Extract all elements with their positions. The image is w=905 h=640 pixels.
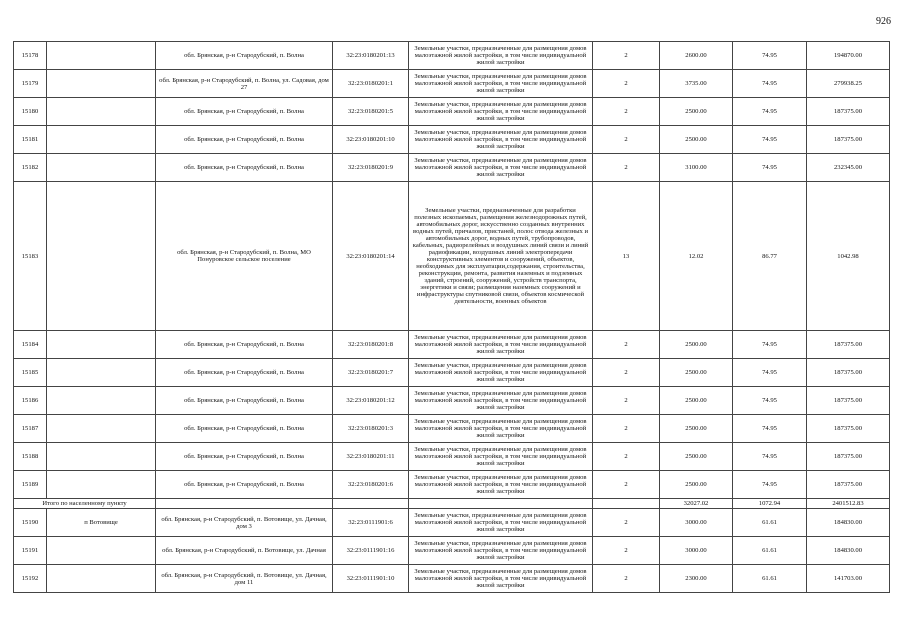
cadastral-value: 187375.00 — [807, 126, 890, 154]
cadastral-number: 32:23:0180201:14 — [333, 182, 409, 331]
land-use-description: Земельные участки, предназначенные для размещения домов малоэтажной жилой застройки, в том числе индивидуальной жилой застройки — [409, 70, 593, 98]
table-row — [14, 126, 890, 154]
address-cell: обл. Брянская, р-н Стародубский, п. Волна — [156, 359, 333, 387]
cadastral-value: 187375.00 — [807, 387, 890, 415]
rate-cell: 74.95 — [733, 42, 807, 70]
rate-cell: 86.77 — [733, 182, 807, 331]
total-rate: 1072.94 — [733, 499, 807, 509]
cadastral-value: 141703.00 — [807, 565, 890, 593]
cadastral-number: 32:23:0180201:10 — [333, 126, 409, 154]
cadastral-number: 32:23:0111901:10 — [333, 565, 409, 593]
use-group: 2 — [593, 509, 660, 537]
land-use-description: Земельные участки, предназначенные для размещения домов малоэтажной жилой застройки, в том числе индивидуальной жилой застройки — [409, 359, 593, 387]
total-value: 2401512.83 — [807, 499, 890, 509]
use-group: 2 — [593, 443, 660, 471]
area-cell: 2500.00 — [660, 443, 733, 471]
cadastral-value: 194870.00 — [807, 42, 890, 70]
cadastral-value: 279938.25 — [807, 70, 890, 98]
use-group: 2 — [593, 98, 660, 126]
land-use-description: Земельные участки, предназначенные для размещения домов малоэтажной жилой застройки, в том числе индивидуальной жилой застройки — [409, 331, 593, 359]
blank-cell — [47, 70, 156, 98]
total-section — [14, 499, 890, 509]
cadastral-number: 32:23:0111901:6 — [333, 509, 409, 537]
land-use-description: Земельные участки, предназначенные для размещения домов малоэтажной жилой застройки, в том числе индивидуальной жилой застройки — [409, 471, 593, 499]
rate-cell: 74.95 — [733, 471, 807, 499]
rate-cell: 74.95 — [733, 387, 807, 415]
area-cell: 3000.00 — [660, 509, 733, 537]
use-group: 13 — [593, 182, 660, 331]
table-row — [14, 98, 890, 126]
blank-cell — [47, 537, 156, 565]
area-cell: 2600.00 — [660, 42, 733, 70]
address-cell: обл. Брянская, р-н Стародубский, п. Волна — [156, 154, 333, 182]
rate-cell: 74.95 — [733, 359, 807, 387]
row-id: 15190 — [14, 509, 47, 537]
cadastral-number: 32:23:0180201:1 — [333, 70, 409, 98]
land-use-description: Земельные участки, предназначенные для размещения домов малоэтажной жилой застройки, в том числе индивидуальной жилой застройки — [409, 565, 593, 593]
address-cell: обл. Брянская, р-н Стародубский, п. Волна — [156, 98, 333, 126]
address-cell: обл. Брянская, р-н Стародубский, п. Волна — [156, 471, 333, 499]
rate-cell: 61.61 — [733, 509, 807, 537]
table-row — [14, 331, 890, 359]
cadastral-value: 184830.00 — [807, 509, 890, 537]
row-id: 15186 — [14, 387, 47, 415]
area-cell: 2500.00 — [660, 331, 733, 359]
address-cell: обл. Брянская, р-н Стародубский, п. Вотовище, ул. Дачная — [156, 537, 333, 565]
row-id: 15181 — [14, 126, 47, 154]
row-id: 15184 — [14, 331, 47, 359]
row-id: 15188 — [14, 443, 47, 471]
cadastral-value: 1042.98 — [807, 182, 890, 331]
area-cell: 2500.00 — [660, 98, 733, 126]
table-row — [14, 537, 890, 565]
cadastral-number: 32:23:0180201:8 — [333, 331, 409, 359]
use-group: 2 — [593, 126, 660, 154]
blank-cell — [47, 387, 156, 415]
land-use-description: Земельные участки, предназначенные для размещения домов малоэтажной жилой застройки, в том числе индивидуальной жилой застройки — [409, 98, 593, 126]
blank-cell — [47, 126, 156, 154]
cadastral-value: 187375.00 — [807, 471, 890, 499]
rate-cell: 74.95 — [733, 154, 807, 182]
blank-cell — [47, 331, 156, 359]
cadastral-number: 32:23:0180201:5 — [333, 98, 409, 126]
row-id: 15191 — [14, 537, 47, 565]
table-row — [14, 565, 890, 593]
row-id: 15180 — [14, 98, 47, 126]
use-group: 2 — [593, 42, 660, 70]
blank-cell — [47, 98, 156, 126]
total-row — [14, 499, 890, 509]
land-use-description: Земельные участки, предназначенные для размещения домов малоэтажной жилой застройки, в том числе индивидуальной жилой застройки — [409, 509, 593, 537]
land-use-description: Земельные участки, предназначенные для размещения домов малоэтажной жилой застройки, в том числе индивидуальной жилой застройки — [409, 537, 593, 565]
address-cell: обл. Брянская, р-н Стародубский, п. Волна, ул. Садовая, дом 27 — [156, 70, 333, 98]
area-cell: 2500.00 — [660, 387, 733, 415]
table-row — [14, 359, 890, 387]
rate-cell: 74.95 — [733, 98, 807, 126]
land-use-description: Земельные участки, предназначенные для размещения домов малоэтажной жилой застройки, в том числе индивидуальной жилой застройки — [409, 443, 593, 471]
table-row — [14, 42, 890, 70]
area-cell: 3735.00 — [660, 70, 733, 98]
address-cell: обл. Брянская, р-н Стародубский, п. Вотовище, ул. Дачная, дом 3 — [156, 509, 333, 537]
blank-cell — [47, 42, 156, 70]
rows-after-total — [14, 509, 890, 593]
table-row — [14, 154, 890, 182]
address-cell: обл. Брянская, р-н Стародубский, п. Волна — [156, 387, 333, 415]
rate-cell: 74.95 — [733, 331, 807, 359]
cadastral-value: 187375.00 — [807, 98, 890, 126]
land-use-description: Земельные участки, предназначенные для разработки полезных ископаемых, размещения железнодорожных путей, автомобильных дорог, искусственно созданных внутренних водных путей, причалов, пристаней, полос отвода железных и автомобильных дорог, водных путей, трубопроводов, кабельных, радиорелейных и воздушных линий связи и линий радиофикации, воздушных линий электропередачи конструктивных элементов и сооружений, объектов, необходимых для эксплуатации,содержания, строительства, реконструкции, ремонта, развития наземных и подземных зданий, строений, сооружений, устройств транспорта, энергетики и связи; размещения наземных сооружений и инфраструктуры спутниковой связи, объектов космической деятельности, военных объектов — [409, 182, 593, 331]
page-number: 926 — [876, 16, 891, 27]
rate-cell: 74.95 — [733, 415, 807, 443]
row-id: 15192 — [14, 565, 47, 593]
table-row — [14, 70, 890, 98]
table-row — [14, 182, 890, 331]
area-cell: 3100.00 — [660, 154, 733, 182]
table-row — [14, 443, 890, 471]
table-row — [14, 387, 890, 415]
area-cell: 3000.00 — [660, 537, 733, 565]
cadastral-number: 32:23:0180201:11 — [333, 443, 409, 471]
blank-cell — [47, 182, 156, 331]
use-group: 2 — [593, 154, 660, 182]
use-group: 2 — [593, 537, 660, 565]
settlement-label: п Вотовище — [47, 509, 156, 537]
cadastral-value: 187375.00 — [807, 359, 890, 387]
rows-before-total — [14, 42, 890, 499]
row-id: 15185 — [14, 359, 47, 387]
blank-cell — [47, 415, 156, 443]
blank-cell — [47, 443, 156, 471]
row-id: 15179 — [14, 70, 47, 98]
land-use-description: Земельные участки, предназначенные для размещения домов малоэтажной жилой застройки, в том числе индивидуальной жилой застройки — [409, 415, 593, 443]
cadastral-number: 32:23:0180201:13 — [333, 42, 409, 70]
cadastral-number: 32:23:0180201:3 — [333, 415, 409, 443]
blank-cell — [47, 154, 156, 182]
use-group: 2 — [593, 359, 660, 387]
area-cell: 2500.00 — [660, 415, 733, 443]
use-group: 2 — [593, 387, 660, 415]
cadastral-number: 32:23:0180201:9 — [333, 154, 409, 182]
blank-cell — [47, 359, 156, 387]
rate-cell: 61.61 — [733, 565, 807, 593]
row-id: 15189 — [14, 471, 47, 499]
row-id: 15178 — [14, 42, 47, 70]
address-cell: обл. Брянская, р-н Стародубский, п. Волна — [156, 331, 333, 359]
cadastral-number: 32:23:0180201:12 — [333, 387, 409, 415]
table-row — [14, 415, 890, 443]
use-group: 2 — [593, 331, 660, 359]
cadastral-value: 187375.00 — [807, 415, 890, 443]
use-group: 2 — [593, 471, 660, 499]
table-row — [14, 509, 890, 537]
blank-cell — [47, 471, 156, 499]
address-cell: обл. Брянская, р-н Стародубский, п. Вотовище, ул. Дачная, дом 11 — [156, 565, 333, 593]
total-label: Итого по населенному пункту — [14, 499, 156, 509]
row-id: 15183 — [14, 182, 47, 331]
land-use-description: Земельные участки, предназначенные для размещения домов малоэтажной жилой застройки, в том числе индивидуальной жилой застройки — [409, 387, 593, 415]
cadastral-number: 32:23:0111901:16 — [333, 537, 409, 565]
cadastral-number: 32:23:0180201:6 — [333, 471, 409, 499]
area-cell: 2500.00 — [660, 126, 733, 154]
rate-cell: 74.95 — [733, 126, 807, 154]
use-group: 2 — [593, 565, 660, 593]
address-cell: обл. Брянская, р-н Стародубский, п. Волна — [156, 443, 333, 471]
land-use-description: Земельные участки, предназначенные для размещения домов малоэтажной жилой застройки, в том числе индивидуальной жилой застройки — [409, 126, 593, 154]
rate-cell: 74.95 — [733, 443, 807, 471]
cadastral-number: 32:23:0180201:7 — [333, 359, 409, 387]
area-cell: 2500.00 — [660, 471, 733, 499]
use-group: 2 — [593, 70, 660, 98]
address-cell: обл. Брянская, р-н Стародубский, п. Волна — [156, 126, 333, 154]
cadastral-value: 232345.00 — [807, 154, 890, 182]
table-row — [14, 471, 890, 499]
row-id: 15182 — [14, 154, 47, 182]
rate-cell: 61.61 — [733, 537, 807, 565]
cadastral-value: 187375.00 — [807, 443, 890, 471]
cadastral-value-table — [13, 41, 890, 593]
land-use-description: Земельные участки, предназначенные для размещения домов малоэтажной жилой застройки, в том числе индивидуальной жилой застройки — [409, 154, 593, 182]
area-cell: 2300.00 — [660, 565, 733, 593]
address-cell: обл. Брянская, р-н Стародубский, п. Волна, МО Понуровское сельское поселение — [156, 182, 333, 331]
blank-cell — [47, 565, 156, 593]
total-area: 32027.02 — [660, 499, 733, 509]
use-group: 2 — [593, 415, 660, 443]
address-cell: обл. Брянская, р-н Стародубский, п. Волна — [156, 42, 333, 70]
land-use-description: Земельные участки, предназначенные для размещения домов малоэтажной жилой застройки, в том числе индивидуальной жилой застройки — [409, 42, 593, 70]
cadastral-value: 187375.00 — [807, 331, 890, 359]
address-cell: обл. Брянская, р-н Стародубский, п. Волна — [156, 415, 333, 443]
row-id: 15187 — [14, 415, 47, 443]
cadastral-value: 184830.00 — [807, 537, 890, 565]
area-cell: 2500.00 — [660, 359, 733, 387]
rate-cell: 74.95 — [733, 70, 807, 98]
area-cell: 12.02 — [660, 182, 733, 331]
